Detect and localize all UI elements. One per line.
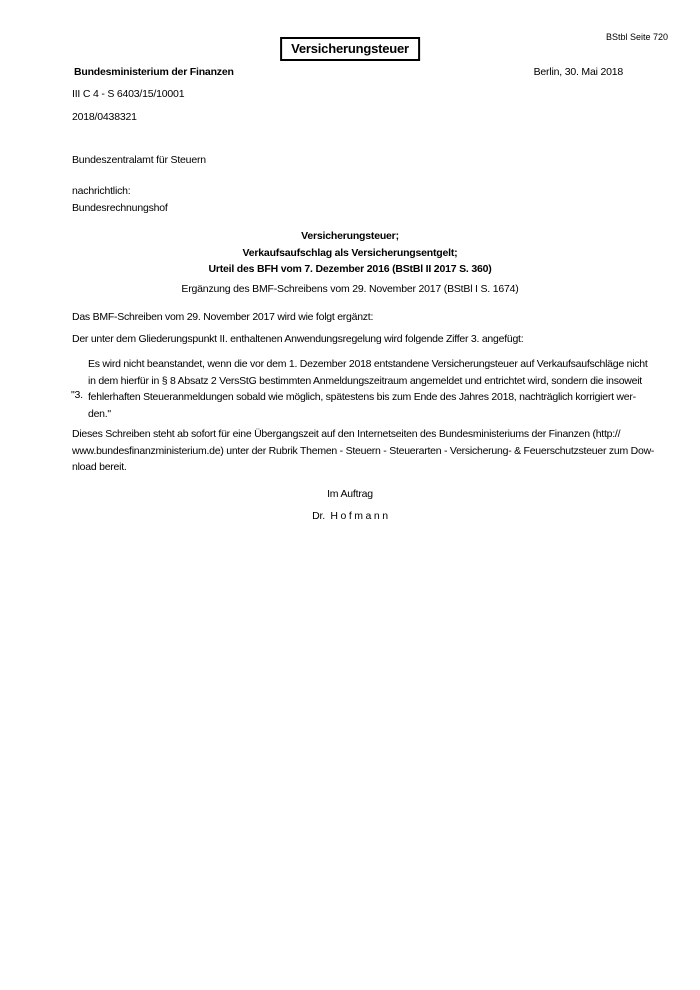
quoted-amendment-block xyxy=(71,356,648,422)
quote-line-1: Es wird nicht beanstandet, wenn die vor dem 1. Dezember 2018 entstandene Versicherungsteuer auf Verkaufsaufschläge nicht xyxy=(88,358,648,370)
subject-stamp-label: Versicherungsteuer xyxy=(291,41,409,56)
signature-name: Dr. H o f m a n n xyxy=(312,510,388,522)
subject-block xyxy=(0,228,700,278)
subject-stamp-box xyxy=(280,37,420,61)
quote-line-2: in dem hierfür in § 8 Absatz 2 VersStG bestimmten Anmeldungszeitraum angemeldet und entrichtet wird, sondern die insoweit xyxy=(88,374,642,387)
subject-line-1: Versicherungsteuer; xyxy=(301,230,399,242)
download-line-3: nload bereit. xyxy=(72,461,127,473)
file-reference-2: 2018/0438321 xyxy=(72,111,137,123)
file-reference-1: III C 4 - S 6403/15/10001 xyxy=(72,88,185,100)
subject-line-3: Urteil des BFH vom 7. Dezember 2016 (BStBl II 2017 S. 360) xyxy=(208,263,492,275)
download-paragraph xyxy=(72,426,654,476)
quote-line-3: fehlerhaften Steueranmeldungen sobald wie möglich, spätestens bis zum Ende des Jahres 2018, nachträglich korrigiert wer- xyxy=(88,391,636,403)
download-line-2: www.bundesfinanzministerium.de) unter der Rubrik Themen - Steuern - Steuerarten - Versicherung- & Feuerschutzsteuer zum Dow- xyxy=(72,444,655,457)
letterhead-row xyxy=(74,64,623,81)
sender-name: Bundesministerium der Finanzen xyxy=(74,66,234,78)
closing-formula: Im Auftrag xyxy=(327,488,373,500)
page-reference: BStbl Seite 720 xyxy=(605,32,668,42)
intro-paragraph-1: Das BMF-Schreiben vom 29. November 2017 wird wie folgt ergänzt: xyxy=(72,311,374,323)
quote-line-4: den." xyxy=(88,407,111,420)
cc-recipient: Bundesrechnungshof xyxy=(72,202,168,214)
letter-date: Berlin, 30. Mai 2018 xyxy=(533,66,623,78)
subject-line-2: Verkaufsaufschlag als Versicherungsentgelt; xyxy=(242,246,458,259)
recipient: Bundeszentralamt für Steuern xyxy=(72,154,206,166)
intro-paragraph-2: Der unter dem Gliederungspunkt II. enthaltenen Anwendungsregelung wird folgende Ziffer 3. angefügt: xyxy=(72,333,524,345)
download-line-1: Dieses Schreiben steht ab sofort für eine Übergangszeit auf den Internetseiten des Bundesministeriums der Finanzen (http:// xyxy=(72,428,621,440)
cc-label: nachrichtlich: xyxy=(72,185,131,197)
quote-number-marker: "3. xyxy=(71,389,83,401)
subject-subline: Ergänzung des BMF-Schreibens vom 29. November 2017 (BStBl I S. 1674) xyxy=(181,283,519,295)
